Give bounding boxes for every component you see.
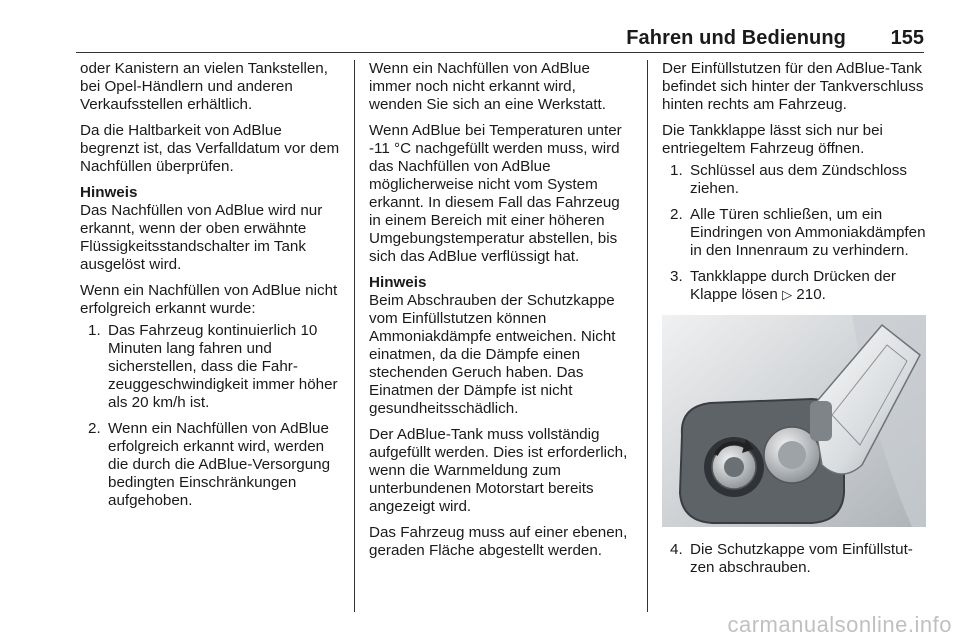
list-text: Tankklappe durch Drücken der Klappe lösen [690,268,896,303]
list-text: Alle Türen schließen, um ein Eindringen von Ammoniakdämpfen in den Innenraum zu verhindern. [690,206,926,259]
list-number: 2. [88,420,101,437]
step-list [80,322,342,510]
paragraph: Die Tankklappe lässt sich nur bei entriegeltem Fahrzeug öffnen. [662,122,883,157]
fuel-flap-drawing [662,315,926,527]
column-divider-right [647,60,648,612]
note-text: Das Nachfüllen von AdBlue wird nur erkannt, wenn der oben erwähnte Flüssigkeitsstandschalter im Tank ausgelöst wird. [80,202,323,273]
paragraph: Wenn AdBlue bei Temperaturen unter -11 °C nachgefüllt werden muss, wird das Nachfüllen von AdBlue möglicherweise nicht vom System erkannt. In diesem Fall das Fahrzeug in einem Bereich mit einer höheren Umgebungstemperatur abstellen, bis sich das AdBlue verflüssigt hat. [369,122,622,265]
fuel-flap-illustration [662,315,926,527]
watermark: carmanualsonline.info [727,612,952,637]
list-item [662,268,926,305]
flap-hinge [810,401,832,441]
paragraph: Der AdBlue-Tank muss vollständig aufgefüllt werden. Dies ist erforderlich, wenn die Warnmeldung zum unterbundenen Motorstart bereits angezeigt wird. [369,426,628,515]
paragraph: Wenn ein Nachfüllen von AdBlue immer noch nicht erkannt wird, wenden Sie sich an eine Werkstatt. [369,60,606,113]
paragraph: oder Kanistern an vielen Tankstellen, bei Opel-Händlern und anderen Verkaufsstellen erhältlich. [80,60,328,113]
list-item [662,206,926,260]
list-number: 2. [670,206,683,223]
column-2 [369,60,633,568]
list-text: Schlüssel aus dem Zündschloss ziehen. [690,162,907,197]
cap-center [724,457,744,477]
list-item [662,541,926,577]
list-item [80,322,342,412]
note-text: Beim Abschrauben der Schutzkappe vom Einfüllstutzen können Ammoniakdämpfe entweichen. Nicht einatmen, da die Dämpfe einen stechenden Geruch haben. Das Einatmen der Dämpfe ist nicht gesundheitsschädlich. [369,292,616,417]
note-heading: Hinweis [80,184,138,201]
column-3 [662,60,926,585]
list-number: 4. [670,541,683,558]
list-text: Die Schutzkappe vom Einfüllstutzen abschrauben. [690,541,913,576]
list-number: 1. [88,322,101,339]
section-title: Fahren und Bedienung [626,27,846,49]
step-list [662,162,926,305]
list-text: Wenn ein Nachfüllen von AdBlue erfolgreich erkannt wird, werden die durch die AdBlue-Versorgung bedingten Einschränkungen aufgehoben. [108,420,331,509]
paragraph: Das Fahrzeug muss auf einer ebenen, geraden Fläche abgestellt werden. [369,524,628,559]
list-number: 1. [670,162,683,179]
page-header [76,22,924,53]
list-number: 3. [670,268,683,285]
column-1 [80,60,342,518]
page-number: 155 [890,27,924,49]
note-heading: Hinweis [369,274,427,291]
page-reference-arrow-icon: ▷ [782,288,793,303]
step-list-continued [662,541,926,577]
fuel-cap-center [778,441,806,469]
column-divider-left [354,60,355,612]
paragraph: Der Einfüllstutzen für den AdBlue-Tank befindet sich hinter der Tankverschluss hinten rechts am Fahrzeug. [662,60,924,113]
page-reference[interactable]: 210. [796,286,826,303]
paragraph: Da die Haltbarkeit von AdBlue begrenzt ist, das Verfalldatum vor dem Nachfüllen überprüfen. [80,122,340,175]
paragraph: Wenn ein Nachfüllen von AdBlue nicht erfolgreich erkannt wurde: [80,282,338,317]
list-item [662,162,926,198]
list-text: Das Fahrzeug kontinuierlich 10 Minuten lang fahren und sicherstellen, dass die Fahrzeuggeschwindigkeit immer höher als 20 km/h ist. [108,322,338,411]
list-item [80,420,342,510]
